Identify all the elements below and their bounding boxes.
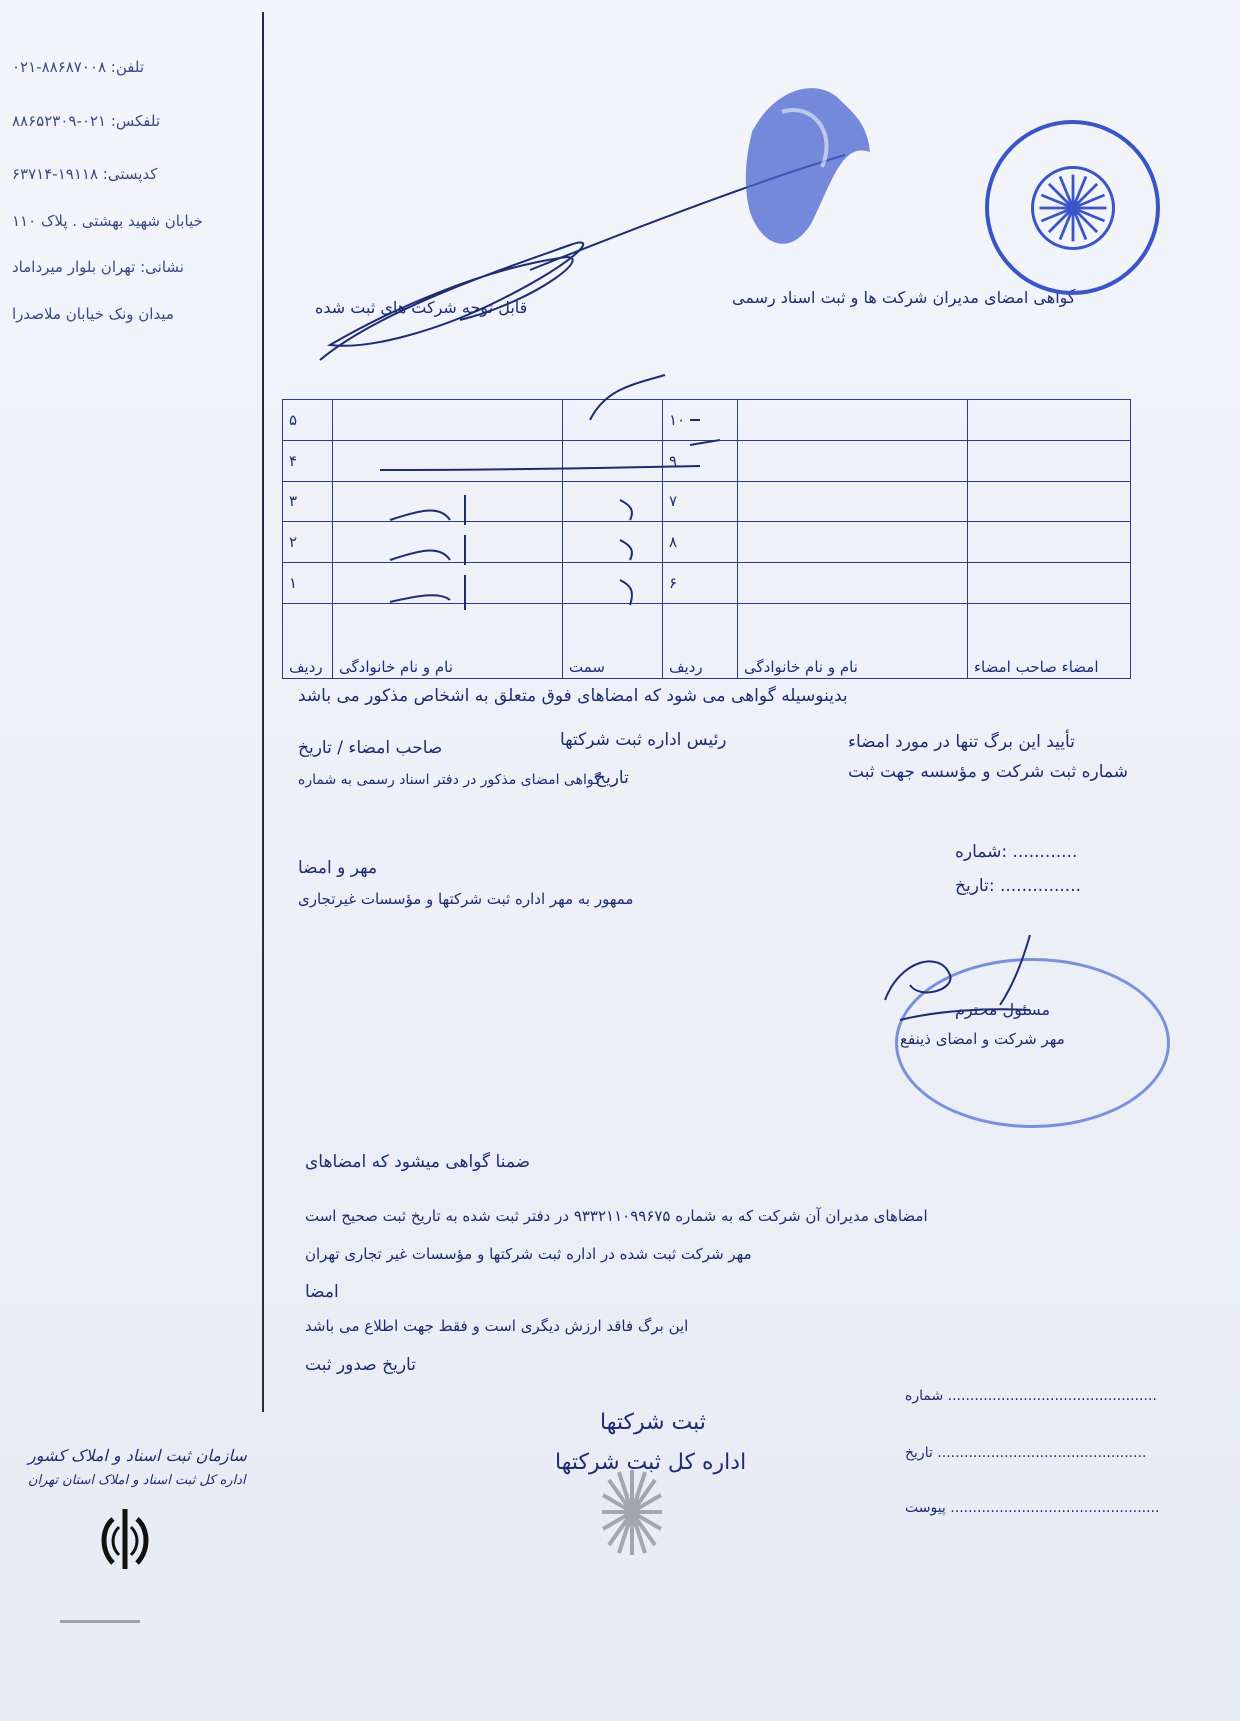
smudge (60, 1620, 140, 1623)
header-signature: امضاء صاحب امضاء (968, 604, 1131, 679)
row-num-left: ۴ (283, 440, 333, 481)
number-field: شماره: ............ (955, 842, 1078, 862)
paragraph-line-2: امضاهای مدیران آن شرکت که به شماره ۹۳۳۲۱۱۰۹۹۶۷۵ در دفتر ثبت شده به تاریخ ثبت صحیح است (305, 1207, 928, 1225)
row-num-left: ۱ (283, 563, 333, 604)
org-name-line-1: سازمان ثبت اسناد و املاک کشور (28, 1446, 247, 1465)
row-num-right: ۶ (663, 563, 738, 604)
stamp-text-1: مسئول محترم (955, 1000, 1051, 1019)
fax-line: تلفکس: ۰۲۱-۸۸۶۵۲۳۰۹ (12, 112, 161, 130)
row-num-right: ۸ (663, 522, 738, 563)
right-block-line-1: تأیید این برگ تنها در مورد امضاء (848, 732, 1075, 752)
table-handwriting (380, 370, 800, 640)
footer-number: شماره ............................................... (905, 1388, 1157, 1404)
signature-cell (968, 563, 1131, 604)
header-right-label: گواهی امضای مدیران شرکت ها و ثبت اسناد رسمی (732, 288, 1076, 307)
org-name-line-2: اداره کل ثبت اسناد و املاک استان تهران (28, 1473, 246, 1488)
header-row-number-2: ردیف (663, 604, 738, 679)
address-line-1: خیابان شهید بهشتی . پلاک ۱۱۰ (12, 212, 203, 230)
row-num-left: ۵ (283, 400, 333, 441)
paragraph-line-5: این برگ فاقد ارزش دیگری است و فقط جهت اطلاع می باشد (305, 1317, 689, 1335)
header-full-name-2: نام و نام خانوادگی (738, 604, 968, 679)
paragraph-line-4: امضا (305, 1282, 339, 1302)
left-margin-column (0, 0, 262, 1412)
date-field: تاریخ: ............... (955, 876, 1082, 896)
left-block-line-5: مهر و امضا (298, 858, 378, 878)
blue-stamp (742, 72, 872, 262)
paragraph-line-3: مهر شرکت ثبت شده در اداره ثبت شرکتها و مؤسسات غیر تجاری تهران (305, 1245, 752, 1263)
row-num-right: ۷ (663, 481, 738, 522)
row-num-left: ۲ (283, 522, 333, 563)
round-official-stamp (985, 120, 1160, 295)
paragraph-line-1: ضمنا گواهی میشود که امضاهای (305, 1152, 531, 1172)
sunburst-icon (1031, 166, 1115, 250)
right-block-line-2: شماره ثبت شرکت و مؤسسه جهت ثبت (848, 762, 1128, 782)
left-block-line-3: تاریخ (595, 768, 629, 788)
left-block-line-4: گواهی امضای مذکور در دفتر اسناد رسمی به شماره (298, 772, 601, 788)
address-line-2: نشانی: تهران بلوار میرداماد (12, 258, 184, 276)
signature-cell (968, 400, 1131, 441)
phone-line: ۰۲۱-۸۸۶۸۷۰۰۸ :تلفن (12, 58, 145, 76)
row-num-left: ۳ (283, 481, 333, 522)
footer-date: تاریخ ............................................... (905, 1445, 1147, 1461)
header-role: سمت (563, 604, 663, 679)
footer-attachment: پیوست ............................................... (905, 1500, 1160, 1516)
postal-code-line: کدپستی: ۱۹۱۱۸-۶۳۷۱۴ (12, 165, 158, 183)
vertical-divider (262, 12, 264, 1412)
signature-cell (968, 440, 1131, 481)
header-row-number: ردیف (283, 604, 333, 679)
iran-emblem-icon (95, 1505, 155, 1575)
row-num-right: ۱۰ (663, 400, 738, 441)
left-block-line-6: ممهور به مهر اداره ثبت شرکتها و مؤسسات غیرتجاری (298, 890, 634, 908)
header-left-label: قابل توجه شرکت های ثبت شده (315, 298, 528, 317)
certification-line: بدینوسیله گواهی می شود که امضاهای فوق متعلق به اشخاص مذکور می باشد (298, 686, 848, 706)
footer-title-2: اداره کل ثبت شرکتها (555, 1450, 747, 1475)
row-num-right: ۹ (663, 440, 738, 481)
paragraph-line-6: تاریخ صدور ثبت (305, 1355, 416, 1375)
left-block-line-2: رئیس اداره ثبت شرکتها (560, 730, 727, 750)
left-block-line-1: صاحب امضاء / تاریخ (298, 738, 443, 758)
sunburst-logo-icon (597, 1465, 667, 1560)
address-line-3: میدان ونک خیابان ملاصدرا (12, 305, 174, 323)
footer-title-1: ثبت شرکتها (600, 1410, 706, 1435)
stamp-text-2: مهر شرکت و امضای ذینفع (900, 1030, 1065, 1048)
signature-cell (968, 481, 1131, 522)
signature-cell (968, 522, 1131, 563)
header-full-name: نام و نام خانوادگی (333, 604, 563, 679)
